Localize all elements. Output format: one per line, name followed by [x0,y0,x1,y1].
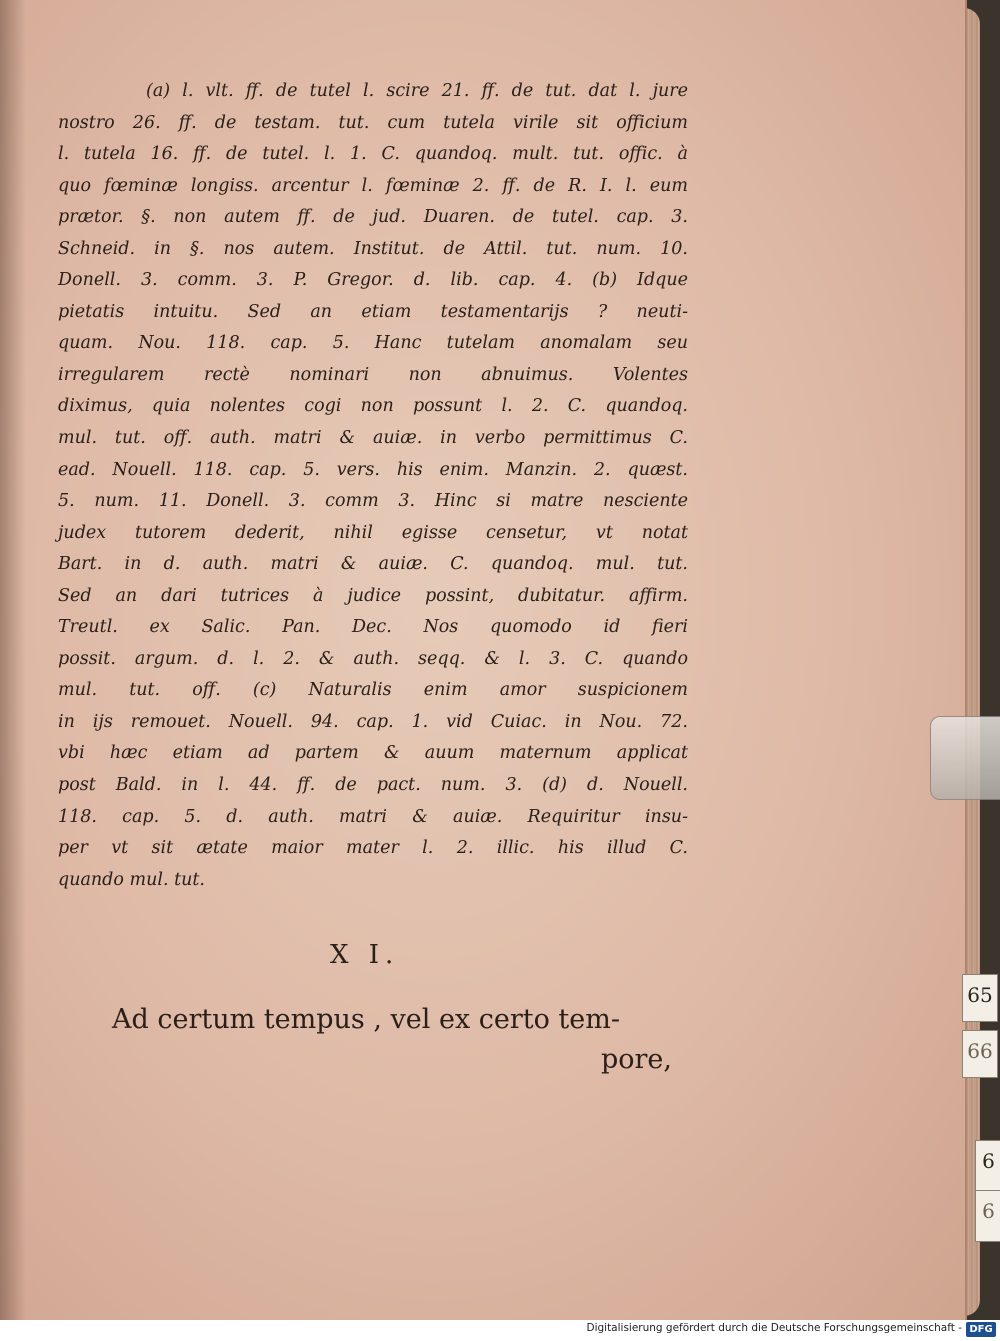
text-line: Bart. in d. auth. matri & auiæ. C. quandoq. mul. tut. [58,554,688,575]
section-heading-line-2: pore, [600,1044,672,1075]
text-line: Schneid. in §. nos autem. Institut. de Attil. tut. num. 10. [58,238,688,259]
text-line: quo fœminæ longiss. arcentur l. fœminæ 2. ff. de R. I. l. eum [58,175,688,196]
text-line: possit. argum. d. l. 2. & auth. seqq. & l. 3. C. quando [58,648,688,669]
text-line: l. tutela 16. ff. de tutel. l. 1. C. quandoq. mult. tut. offic. à [58,144,688,165]
text-line: in ijs remouet. Nouell. 94. cap. 1. vid Cuiac. in Nou. 72. [58,711,688,732]
text-line: prætor. §. non autem ff. de jud. Duaren. de tutel. cap. 3. [58,207,688,228]
text-line: judex tutorem dederit, nihil egisse censetur, vt notat [58,522,688,543]
section-heading [112,1000,672,1080]
page-tab-65: 65 [962,974,998,1022]
page-tab-lower-1: 6 [975,1140,1000,1192]
text-line: quando mul. tut. [58,869,205,890]
funding-notice: Digitalisierung gefördert durch die Deutsche Forschungsgemeinschaft - [586,1322,962,1334]
footnote-text-block [58,76,688,896]
text-line: pietatis intuitu. Sed an etiam testamentarijs ? neuti- [58,301,688,322]
text-line: mul. tut. off. (c) Naturalis enim amor suspicionem [58,680,688,701]
section-number: X I. [330,940,400,970]
dfg-logo-icon: DFG [966,1322,996,1337]
text-line: Sed an dari tutrices à judice possint, dubitatur. affirm. [58,585,688,606]
text-line: Donell. 3. comm. 3. P. Gregor. d. lib. cap. 4. (b) Idque [58,270,688,291]
text-line: quam. Nou. 118. cap. 5. Hanc tutelam anomalam seu [58,333,688,354]
page-gutter-shadow [0,0,26,1320]
text-line: post Bald. in l. 44. ff. de pact. num. 3. (d) d. Nouell. [58,775,688,796]
text-line: mul. tut. off. auth. matri & auiæ. in verbo permittimus C. [58,428,688,449]
footer-bar [0,1320,1000,1341]
text-line: diximus, quia nolentes cogi non possunt l. 2. C. quandoq. [58,396,688,417]
paper-clip [930,716,1000,800]
page-tab-lower-2: 6 [975,1190,1000,1242]
text-line: nostro 26. ff. de testam. tut. cum tutela virile sit officium [58,112,688,133]
text-line: per vt sit ætate maior mater l. 2. illic. his illud C. [58,838,688,859]
text-line: 5. num. 11. Donell. 3. comm 3. Hinc si matre nesciente [58,491,688,512]
text-line: ead. Nouell. 118. cap. 5. vers. his enim. Manzin. 2. quæst. [58,459,688,480]
text-line: vbi hæc etiam ad partem & auum maternum applicat [58,743,688,764]
text-line: irregularem rectè nominari non abnuimus. Volentes [58,364,688,385]
text-line: 118. cap. 5. d. auth. matri & auiæ. Requiritur insu- [58,806,688,827]
page-tab-66: 66 [962,1030,998,1078]
text-line: Treutl. ex Salic. Pan. Dec. Nos quomodo id fieri [58,617,688,638]
text-line: (a) l. vlt. ff. de tutel l. scire 21. ff. de tut. dat l. jure [146,81,688,101]
section-heading-line-1: Ad certum tempus , vel ex certo tem- [112,1004,620,1035]
